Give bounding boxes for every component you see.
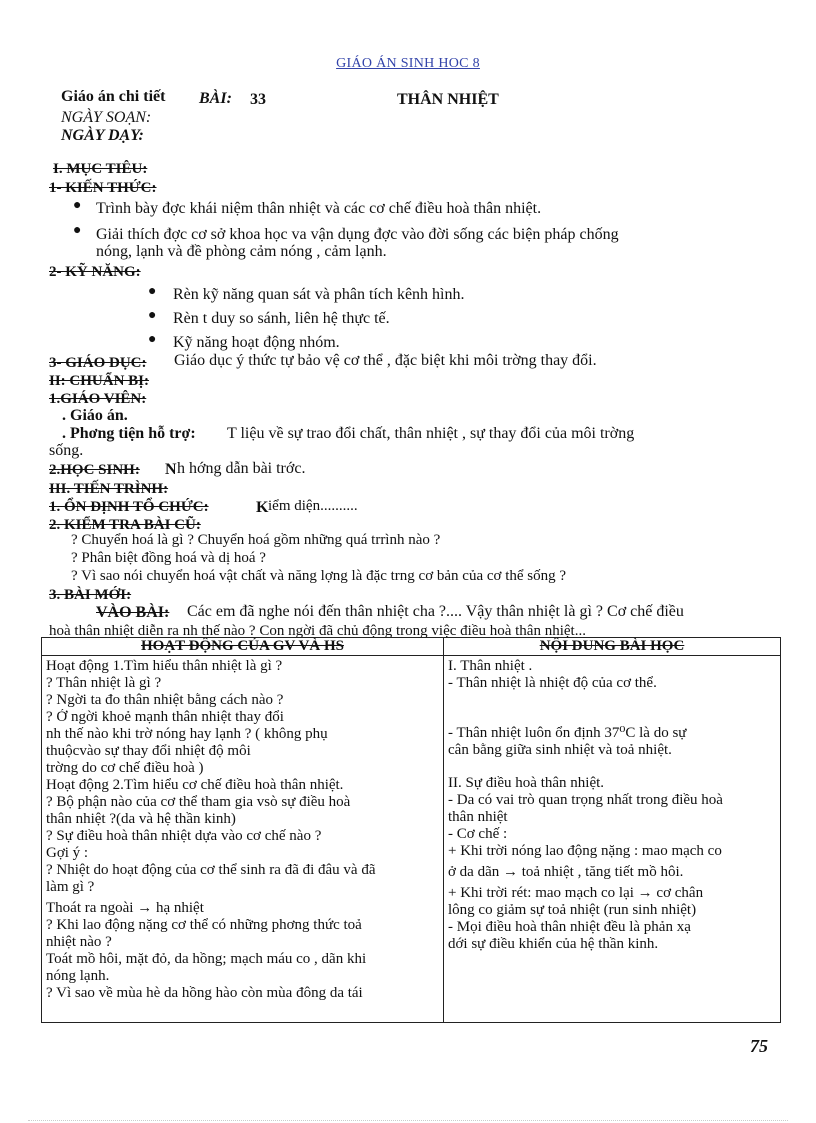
org-text-initial: K <box>256 499 269 516</box>
knowledge-item: Giải thích đợc cơ sở khoa học va vận dụng đợc vào đời sống các biện pháp chống <box>96 226 619 243</box>
activity-line: ? Ở ngời khoẻ mạnh thân nhiệt thay đổi <box>46 709 284 725</box>
content-line: cân bằng giữa sinh nhiệt và toả nhiệt. <box>448 742 672 758</box>
prep-item-aids-label: . Phơng tiện hỗ trợ: <box>62 425 196 442</box>
preparation-heading: II: CHUẨN BỊ: <box>49 373 150 389</box>
lesson-label: BÀI: <box>199 90 232 107</box>
intro-cont: hoà thân nhiệt diễn ra nh thế nào ? Con ngời đã chủ động trong việc điều hoà thân nhiệt... <box>49 623 586 639</box>
bullet-icon: ● <box>148 332 157 347</box>
page-header: GIÁO ÁN SINH HOC 8 <box>336 56 480 71</box>
check-heading: 2. KIỂM TRA BÀI CŨ: <box>49 517 201 533</box>
content-line: thân nhiệt <box>448 809 508 825</box>
content-line: - Cơ chế : <box>448 826 508 842</box>
activity-line: Hoạt động 1.Tìm hiểu thân nhiệt là gì ? <box>46 658 283 674</box>
table-row <box>42 656 781 1023</box>
activity-line: làm gì ? <box>46 879 95 895</box>
content-line: ở da dãn → toả nhiệt , tăng tiết mồ hôi. <box>448 864 684 880</box>
skills-item: Rèn kỹ năng quan sát và phân tích kênh hình. <box>173 286 465 303</box>
prep-date: NGÀY SOẠN: <box>61 109 152 126</box>
education-text: Giáo dục ý thức tự bảo vệ cơ thể , đặc biệt khi môi trờng thay đổi. <box>174 352 597 369</box>
knowledge-item: nóng, lạnh và đề phòng cảm nóng , cảm lạnh. <box>96 243 387 260</box>
page-bottom-divider <box>28 1120 788 1121</box>
check-question: ? Phân biệt đồng hoá và dị hoá ? <box>71 550 266 566</box>
knowledge-heading: 1- KIẾN THỨC: <box>49 180 157 196</box>
skills-heading: 2- KỸ NĂNG: <box>49 264 141 280</box>
knowledge-item: Trình bày đợc khái niệm thân nhiệt và các cơ chế điều hoà thân nhiệt. <box>96 200 542 217</box>
content-line: dới sự điều khiển của hệ thần kinh. <box>448 936 659 952</box>
content-line: - Da có vai trò quan trọng nhất trong điều hoà <box>448 792 723 808</box>
lesson-table <box>41 637 781 1023</box>
skills-item: Kỹ năng hoạt động nhóm. <box>173 334 340 351</box>
intro-text: Các em đã nghe nói đến thân nhiệt cha ?.... Vậy thân nhiệt là gì ? Cơ chế điều <box>187 603 684 620</box>
lesson-title: THÂN NHIỆT <box>397 91 499 108</box>
activity-line: Hoạt động 2.Tìm hiểu cơ chế điều hoà thân nhiệt. <box>46 777 344 793</box>
check-question: ? Vì sao nói chuyển hoá vật chất và năng lợng là đặc trng cơ bản của cơ thể sống ? <box>71 568 567 584</box>
prep-item-aids-text: T liệu về sự trao đổi chất, thân nhiệt , sự thay đổi của môi trờng <box>227 425 635 442</box>
activities-cell <box>42 656 444 1023</box>
content-line: - Mọi điều hoà thân nhiệt đều là phản xạ <box>448 919 691 935</box>
objectives-heading: I. MỤC TIÊU: <box>53 161 148 177</box>
activity-line: Gợi ý : <box>46 845 89 861</box>
activity-line: ? Bộ phận nào của cơ thể tham gia vsò sự điều hoà <box>46 794 351 810</box>
new-lesson-heading: 3. BÀI MỚI: <box>49 587 132 603</box>
activity-line: thân nhiệt ?(da và hệ thần kinh) <box>46 811 236 827</box>
table-header-row <box>42 638 781 656</box>
doc-type-label: Giáo án chi tiết <box>61 88 166 105</box>
intro-label: VÀO BÀI: <box>96 604 170 621</box>
content-line: II. Sự điều hoà thân nhiệt. <box>448 775 605 791</box>
activity-line: ? Thân nhiệt là gì ? <box>46 675 162 691</box>
col-content-header: NỘI DUNG BÀI HỌC <box>444 638 781 656</box>
teach-date: NGÀY DẠY: <box>61 127 144 144</box>
bullet-icon: ● <box>148 284 157 299</box>
activity-line: ? Nhiệt do hoạt động của cơ thể sinh ra đã đi đâu và đã <box>46 862 376 878</box>
activity-line: ? Ngời ta đo thân nhiệt bằng cách nào ? <box>46 692 284 708</box>
content-line: I. Thân nhiệt . <box>448 658 533 674</box>
student-heading: 2.HỌC SINH: <box>49 462 140 478</box>
content-line: + Khi trời nóng lao động nặng : mao mạch co <box>448 843 722 859</box>
prep-item-aids-cont: sống. <box>49 442 84 459</box>
activity-line: nóng lạnh. <box>46 968 110 984</box>
content-cell <box>444 656 781 1023</box>
activity-line: nhiệt nào ? <box>46 934 112 950</box>
check-question: ? Chuyển hoá là gì ? Chuyển hoá gồm những quá trrình nào ? <box>71 532 441 548</box>
activity-line: Toát mồ hôi, mặt đỏ, da hồng; mạch máu co , dãn khi <box>46 951 367 967</box>
content-line: - Thân nhiệt luôn ổn định 37⁰C là do sự <box>448 725 687 741</box>
content-line: - Thân nhiệt là nhiệt độ của cơ thể. <box>448 675 657 691</box>
student-text-initial: N <box>165 461 177 478</box>
student-text: h hớng dẫn bài trớc. <box>177 460 306 477</box>
org-heading: 1. ỔN ĐỊNH TỔ CHỨC: <box>49 499 209 515</box>
bullet-icon: ● <box>73 198 82 213</box>
bullet-icon: ● <box>73 223 82 238</box>
content-line: lông co giảm sự toả nhiệt (run sinh nhiệt) <box>448 902 697 918</box>
activity-line: nh thế nào khi trờ nóng hay lạnh ? ( không phụ <box>46 726 328 742</box>
prep-item-lesson-plan: . Giáo án. <box>62 407 128 424</box>
content-line: + Khi trời rét: mao mạch co lại → cơ chân <box>448 885 704 901</box>
education-heading: 3- GIÁO DỤC: <box>49 355 147 371</box>
activity-line: trờng do cơ chế điều hoà ) <box>46 760 204 776</box>
org-text: iểm diện.......... <box>268 498 358 514</box>
activity-line: ? Khi lao động nặng cơ thể có những phơng thức toả <box>46 917 362 933</box>
activity-line: Thoát ra ngoài → hạ nhiệt <box>46 900 204 916</box>
bullet-icon: ● <box>148 308 157 323</box>
skills-item: Rèn t duy so sánh, liên hệ thực tế. <box>173 310 390 327</box>
lesson-number: 33 <box>250 91 266 108</box>
teacher-heading: 1.GIÁO VIÊN: <box>49 391 147 407</box>
activity-line: ? Vì sao về mùa hè da hồng hào còn mùa đông da tái <box>46 985 363 1001</box>
col-activities-header: HOẠT ĐỘNG CỦA GV VÀ HS <box>42 638 444 656</box>
process-heading: III. TIẾN TRÌNH: <box>49 481 169 497</box>
activity-line: ? Sự điều hoà thân nhiệt dựa vào cơ chế nào ? <box>46 828 322 844</box>
activity-line: thuộcvào sự thay đổi nhiệt độ môi <box>46 743 251 759</box>
page-number: 75 <box>750 1036 768 1056</box>
